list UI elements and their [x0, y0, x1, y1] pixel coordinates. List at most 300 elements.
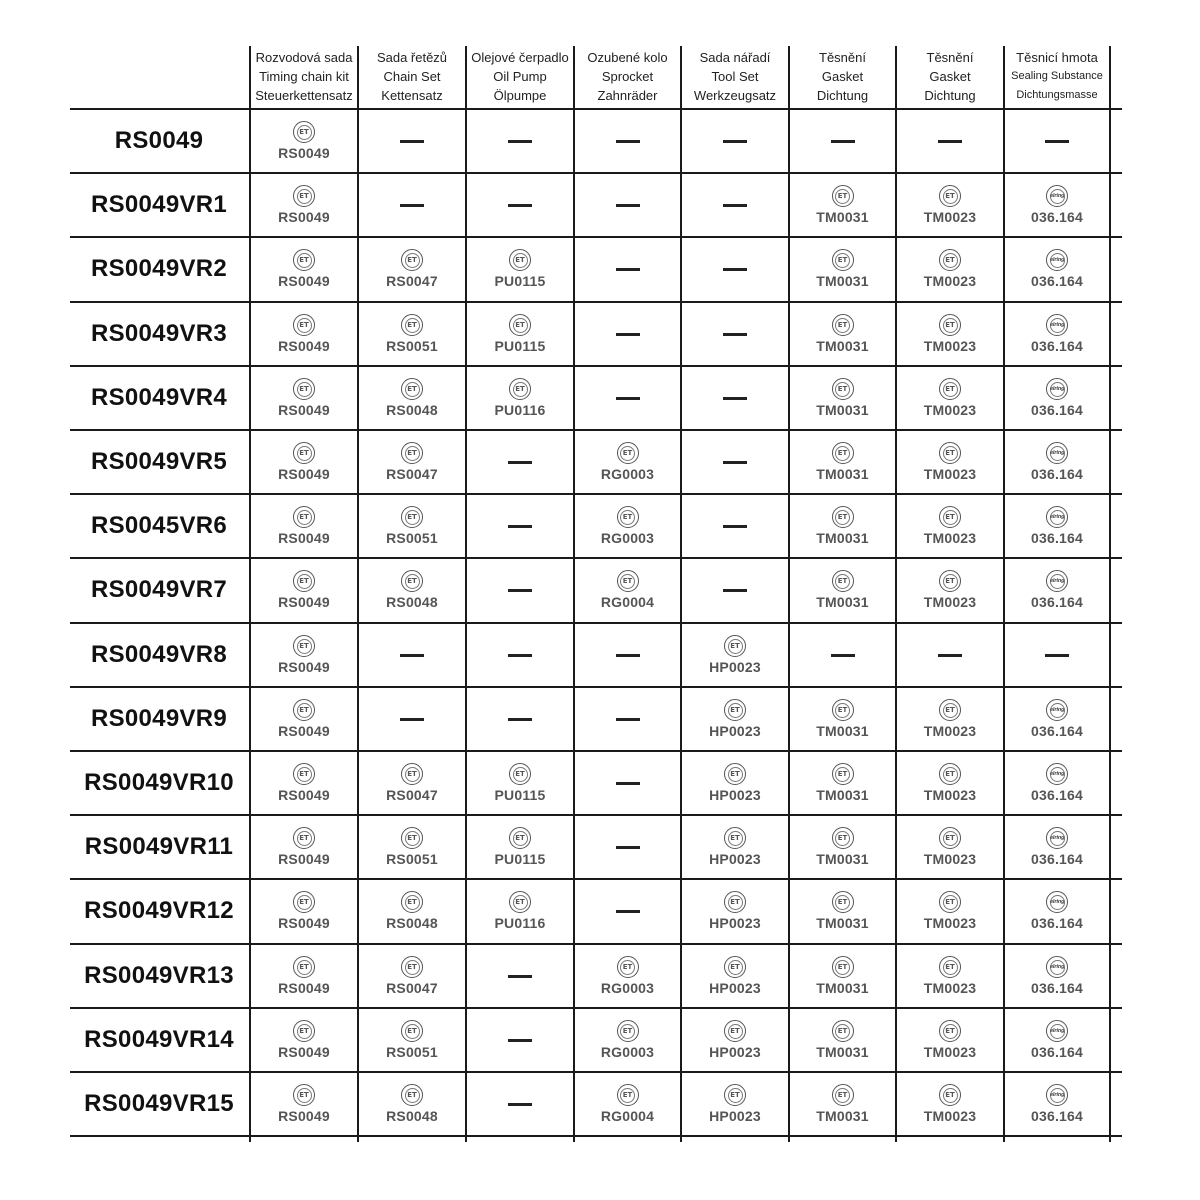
part-code: PU0116 — [494, 402, 546, 418]
table-cell — [574, 302, 681, 366]
not-applicable-dash — [616, 846, 640, 849]
et-logo-icon — [401, 956, 423, 978]
table-cell — [1004, 687, 1110, 751]
logo-mark: ET — [297, 510, 312, 525]
logo-mark: ET — [620, 960, 635, 975]
logo-mark: ET — [728, 1088, 743, 1103]
row-label: RS0049VR4 — [90, 384, 228, 411]
part-code: HP0023 — [709, 980, 761, 996]
table-cell — [250, 1008, 358, 1072]
part-code: HP0023 — [709, 659, 761, 675]
part-code: TM0023 — [923, 915, 977, 931]
part-code: PU0115 — [494, 787, 546, 803]
not-applicable-dash — [723, 461, 747, 464]
not-applicable-dash — [508, 589, 532, 592]
et-logo-icon — [724, 635, 746, 657]
et-logo-icon — [724, 763, 746, 785]
part-code: TM0023 — [923, 980, 977, 996]
part-code: TM0023 — [923, 594, 977, 610]
table-cell — [358, 944, 466, 1008]
part-code: 036.164 — [1030, 787, 1083, 803]
table-cell — [574, 879, 681, 943]
logo-mark: ET — [405, 446, 420, 461]
table-cell — [1004, 879, 1110, 943]
et-logo-icon — [401, 378, 423, 400]
table-cell — [358, 1008, 466, 1072]
row-label: RS0049VR5 — [90, 448, 228, 475]
logo-mark: ET — [728, 960, 743, 975]
et-logo-icon — [509, 763, 531, 785]
part-code: TM0031 — [816, 723, 869, 739]
table-cell — [358, 558, 466, 622]
elring-logo-icon — [1046, 506, 1068, 528]
et-logo-icon — [293, 1020, 315, 1042]
et-logo-icon — [832, 827, 854, 849]
not-applicable-dash — [508, 975, 532, 978]
et-logo-icon — [509, 249, 531, 271]
logo-mark: ET — [620, 1024, 635, 1039]
not-applicable-dash — [508, 140, 532, 143]
not-applicable-dash — [616, 204, 640, 207]
logo-mark: elring — [1050, 1088, 1065, 1103]
et-logo-icon — [293, 956, 315, 978]
logo-mark: ET — [943, 189, 958, 204]
table-cell — [466, 366, 574, 430]
part-code: 036.164 — [1030, 851, 1083, 867]
column-header-line: Těsnění — [819, 50, 866, 65]
part-code: TM0023 — [923, 209, 977, 225]
table-cell — [1004, 623, 1110, 687]
column-header-line: Tool Set — [711, 69, 759, 84]
part-code: 036.164 — [1030, 466, 1083, 482]
not-applicable-dash — [616, 718, 640, 721]
et-logo-icon — [724, 891, 746, 913]
not-applicable-dash — [723, 333, 747, 336]
logo-mark: elring — [1050, 1024, 1065, 1039]
part-code: RS0048 — [386, 594, 438, 610]
elring-logo-icon — [1046, 185, 1068, 207]
table-cell — [1004, 944, 1110, 1008]
not-applicable-dash — [616, 397, 640, 400]
table-cell — [789, 1072, 896, 1136]
et-logo-icon — [939, 956, 961, 978]
table-cell — [574, 815, 681, 879]
logo-mark: ET — [835, 189, 850, 204]
et-logo-icon — [293, 891, 315, 913]
logo-mark: elring — [1050, 895, 1065, 910]
et-logo-icon — [617, 570, 639, 592]
logo-mark: ET — [297, 446, 312, 461]
table-cell — [681, 1072, 789, 1136]
table-cell — [681, 687, 789, 751]
part-code: RS0047 — [386, 273, 438, 289]
table-cell — [1004, 1008, 1110, 1072]
part-code: TM0031 — [816, 209, 869, 225]
table-cell — [358, 494, 466, 558]
et-logo-icon — [832, 956, 854, 978]
logo-mark: ET — [405, 960, 420, 975]
part-code: RS0047 — [386, 787, 438, 803]
logo-mark: ET — [513, 318, 528, 333]
et-logo-icon — [293, 249, 315, 271]
table-cell — [896, 430, 1004, 494]
table-cell — [789, 815, 896, 879]
table-cell — [574, 687, 681, 751]
elring-logo-icon — [1046, 249, 1068, 271]
logo-mark: ET — [835, 960, 850, 975]
table-cell — [681, 1008, 789, 1072]
row-label: RS0049VR13 — [84, 962, 234, 989]
logo-mark: ET — [943, 318, 958, 333]
table-cell — [1004, 237, 1110, 301]
part-code: 036.164 — [1030, 723, 1083, 739]
part-code: TM0023 — [923, 723, 977, 739]
elring-logo-icon — [1046, 314, 1068, 336]
et-logo-icon — [293, 1084, 315, 1106]
table-cell — [681, 751, 789, 815]
table-cell — [358, 1072, 466, 1136]
not-applicable-dash — [616, 140, 640, 143]
not-applicable-dash — [400, 204, 424, 207]
logo-mark: ET — [620, 446, 635, 461]
column-header-line: Ölpumpe — [493, 88, 547, 103]
part-code: HP0023 — [709, 787, 761, 803]
logo-mark: elring — [1050, 318, 1065, 333]
logo-mark: ET — [297, 318, 312, 333]
logo-mark: ET — [835, 574, 850, 589]
elring-logo-icon — [1046, 442, 1068, 464]
part-code: TM0023 — [923, 338, 977, 354]
table-cell — [466, 944, 574, 1008]
table-cell — [250, 430, 358, 494]
table-cell — [789, 944, 896, 1008]
logo-mark: ET — [943, 895, 958, 910]
row-label: RS0049VR3 — [90, 320, 228, 347]
table-cell — [681, 879, 789, 943]
column-header — [574, 48, 681, 106]
et-logo-icon — [939, 378, 961, 400]
part-code: RS0048 — [386, 1108, 438, 1124]
et-logo-icon — [939, 763, 961, 785]
part-code: 036.164 — [1030, 1044, 1083, 1060]
logo-mark: ET — [835, 1088, 850, 1103]
elring-logo-icon — [1046, 378, 1068, 400]
part-code: 036.164 — [1030, 209, 1083, 225]
column-header — [681, 48, 789, 106]
part-code: RS0049 — [278, 402, 330, 418]
row-label: RS0049VR2 — [90, 255, 228, 282]
logo-mark: ET — [620, 574, 635, 589]
not-applicable-dash — [723, 397, 747, 400]
table-cell — [896, 173, 1004, 237]
table-cell — [250, 302, 358, 366]
table-cell — [681, 623, 789, 687]
table-cell — [681, 558, 789, 622]
column-header-line: Dichtungsmasse — [1016, 89, 1098, 101]
part-code: TM0031 — [816, 594, 869, 610]
table-cell — [789, 623, 896, 687]
table-cell — [358, 623, 466, 687]
not-applicable-dash — [616, 910, 640, 913]
part-code: RS0049 — [278, 1044, 330, 1060]
part-code: RS0049 — [278, 338, 330, 354]
part-code: HP0023 — [709, 1108, 761, 1124]
not-applicable-dash — [508, 204, 532, 207]
table-cell — [896, 366, 1004, 430]
table-cell — [358, 751, 466, 815]
et-logo-icon — [724, 1020, 746, 1042]
not-applicable-dash — [400, 140, 424, 143]
logo-mark: ET — [513, 382, 528, 397]
et-logo-icon — [509, 891, 531, 913]
part-code: 036.164 — [1030, 1108, 1083, 1124]
part-code: TM0023 — [923, 1108, 977, 1124]
et-logo-icon — [293, 635, 315, 657]
logo-mark: ET — [835, 1024, 850, 1039]
logo-mark: ET — [943, 1024, 958, 1039]
row-label: RS0049VR14 — [84, 1026, 234, 1053]
column-header-line: Steuerkettensatz — [255, 88, 353, 103]
column-header-line: Gasket — [821, 69, 864, 84]
table-cell — [250, 879, 358, 943]
not-applicable-dash — [616, 268, 640, 271]
table-cell — [896, 558, 1004, 622]
logo-mark: ET — [405, 1088, 420, 1103]
logo-mark: elring — [1050, 703, 1065, 718]
not-applicable-dash — [723, 268, 747, 271]
logo-mark: elring — [1050, 189, 1065, 204]
part-code: RS0051 — [386, 530, 438, 546]
table-cell — [681, 944, 789, 1008]
table-cell — [1004, 1072, 1110, 1136]
logo-mark: ET — [620, 1088, 635, 1103]
column-header-line: Gasket — [929, 69, 971, 84]
column-header-line: Olejové čerpadlo — [471, 50, 569, 65]
logo-mark: ET — [943, 960, 958, 975]
part-code: PU0116 — [494, 915, 546, 931]
logo-mark: ET — [405, 382, 420, 397]
et-logo-icon — [832, 1084, 854, 1106]
et-logo-icon — [293, 121, 315, 143]
logo-mark: ET — [620, 510, 635, 525]
et-logo-icon — [832, 891, 854, 913]
part-code: 036.164 — [1030, 402, 1083, 418]
table-cell — [896, 494, 1004, 558]
row-label: RS0049VR12 — [84, 897, 234, 924]
part-code: TM0023 — [923, 466, 977, 482]
et-logo-icon — [293, 506, 315, 528]
logo-mark: ET — [405, 574, 420, 589]
et-logo-icon — [401, 506, 423, 528]
part-code: RS0049 — [278, 209, 330, 225]
elring-logo-icon — [1046, 891, 1068, 913]
not-applicable-dash — [831, 654, 855, 657]
logo-mark: ET — [297, 574, 312, 589]
not-applicable-dash — [508, 1103, 532, 1106]
part-code: TM0031 — [816, 787, 869, 803]
column-header-line: Sada řetězů — [376, 50, 448, 65]
et-logo-icon — [401, 891, 423, 913]
logo-mark: elring — [1050, 446, 1065, 461]
part-code: RS0049 — [278, 915, 330, 931]
logo-mark: ET — [297, 189, 312, 204]
elring-logo-icon — [1046, 956, 1068, 978]
table-cell — [1004, 430, 1110, 494]
et-logo-icon — [401, 442, 423, 464]
logo-mark: ET — [943, 767, 958, 782]
et-logo-icon — [293, 827, 315, 849]
logo-mark: ET — [297, 382, 312, 397]
table-cell — [681, 302, 789, 366]
part-code: RS0049 — [278, 273, 330, 289]
table-cell — [789, 173, 896, 237]
et-logo-icon — [293, 570, 315, 592]
table-cell — [789, 109, 896, 173]
part-code: PU0115 — [494, 273, 546, 289]
et-logo-icon — [293, 442, 315, 464]
logo-mark: ET — [728, 703, 743, 718]
part-code: RS0049 — [278, 594, 330, 610]
column-header — [358, 48, 466, 106]
table-cell — [896, 237, 1004, 301]
table-cell — [250, 944, 358, 1008]
logo-mark: ET — [728, 895, 743, 910]
et-logo-icon — [509, 378, 531, 400]
logo-mark: ET — [943, 446, 958, 461]
row-label: RS0049VR15 — [84, 1090, 234, 1117]
table-cell — [466, 558, 574, 622]
table-cell — [358, 879, 466, 943]
table-cell — [681, 109, 789, 173]
table-cell — [896, 815, 1004, 879]
column-header-line: Werkzeugsatz — [693, 88, 777, 103]
part-code: TM0031 — [816, 1108, 869, 1124]
logo-mark: ET — [835, 895, 850, 910]
table-cell — [1004, 109, 1110, 173]
logo-mark: ET — [297, 1024, 312, 1039]
logo-mark: elring — [1050, 831, 1065, 846]
elring-logo-icon — [1046, 1084, 1068, 1106]
logo-mark: ET — [297, 253, 312, 268]
part-code: RS0049 — [278, 659, 330, 675]
logo-mark: ET — [297, 831, 312, 846]
logo-mark: ET — [835, 318, 850, 333]
table-cell — [574, 944, 681, 1008]
table-cell — [681, 366, 789, 430]
et-logo-icon — [401, 827, 423, 849]
part-code: TM0023 — [923, 787, 977, 803]
table-cell — [896, 751, 1004, 815]
et-logo-icon — [832, 378, 854, 400]
logo-mark: ET — [943, 1088, 958, 1103]
logo-mark: ET — [405, 318, 420, 333]
not-applicable-dash — [616, 654, 640, 657]
et-logo-icon — [293, 378, 315, 400]
not-applicable-dash — [400, 718, 424, 721]
et-logo-icon — [293, 185, 315, 207]
et-logo-icon — [293, 763, 315, 785]
part-code: TM0023 — [923, 851, 977, 867]
table-cell — [896, 687, 1004, 751]
et-logo-icon — [832, 249, 854, 271]
table-cell — [250, 687, 358, 751]
column-header-line: Oil Pump — [493, 69, 547, 84]
part-code: RS0047 — [386, 466, 438, 482]
table-cell — [789, 558, 896, 622]
et-logo-icon — [617, 956, 639, 978]
table-cell — [250, 815, 358, 879]
logo-mark: ET — [835, 831, 850, 846]
et-logo-icon — [401, 249, 423, 271]
logo-mark: ET — [405, 510, 420, 525]
part-code: TM0031 — [816, 273, 869, 289]
not-applicable-dash — [400, 654, 424, 657]
part-code: RS0051 — [386, 338, 438, 354]
logo-mark: ET — [297, 639, 312, 654]
et-logo-icon — [939, 442, 961, 464]
logo-mark: ET — [835, 253, 850, 268]
table-cell — [250, 1072, 358, 1136]
table-cell — [574, 366, 681, 430]
table-cell — [574, 173, 681, 237]
part-code: RG0003 — [600, 980, 655, 996]
et-logo-icon — [617, 442, 639, 464]
table-cell — [466, 494, 574, 558]
table-cell — [250, 558, 358, 622]
column-header-line: Těsnicí hmota — [1016, 50, 1098, 65]
logo-mark: elring — [1050, 253, 1065, 268]
table-cell — [789, 237, 896, 301]
part-code: 036.164 — [1030, 338, 1083, 354]
part-code: RS0049 — [278, 723, 330, 739]
column-header — [789, 48, 896, 106]
table-cell — [358, 366, 466, 430]
table-cell — [250, 109, 358, 173]
table-cell — [789, 494, 896, 558]
et-logo-icon — [832, 442, 854, 464]
part-code: RG0003 — [600, 1044, 655, 1060]
et-logo-icon — [724, 827, 746, 849]
logo-mark: ET — [297, 125, 312, 140]
et-logo-icon — [939, 185, 961, 207]
column-header-line: Zahnräder — [597, 88, 658, 103]
table-cell — [681, 494, 789, 558]
elring-logo-icon — [1046, 827, 1068, 849]
logo-mark: ET — [728, 831, 743, 846]
logo-mark: ET — [405, 1024, 420, 1039]
table-cell — [466, 623, 574, 687]
column-header-line: Chain Set — [383, 69, 441, 84]
logo-mark: ET — [405, 767, 420, 782]
table-cell — [358, 173, 466, 237]
et-logo-icon — [401, 570, 423, 592]
logo-mark: ET — [405, 253, 420, 268]
logo-mark: ET — [513, 767, 528, 782]
table-cell — [1004, 815, 1110, 879]
row-label: RS0049VR8 — [90, 641, 228, 668]
et-logo-icon — [401, 314, 423, 336]
not-applicable-dash — [938, 654, 962, 657]
table-cell — [681, 173, 789, 237]
table-cell — [789, 751, 896, 815]
not-applicable-dash — [616, 333, 640, 336]
table-cell — [466, 109, 574, 173]
logo-mark: ET — [835, 382, 850, 397]
table-cell — [466, 815, 574, 879]
column-header — [1004, 48, 1110, 106]
logo-mark: ET — [513, 831, 528, 846]
et-logo-icon — [724, 699, 746, 721]
